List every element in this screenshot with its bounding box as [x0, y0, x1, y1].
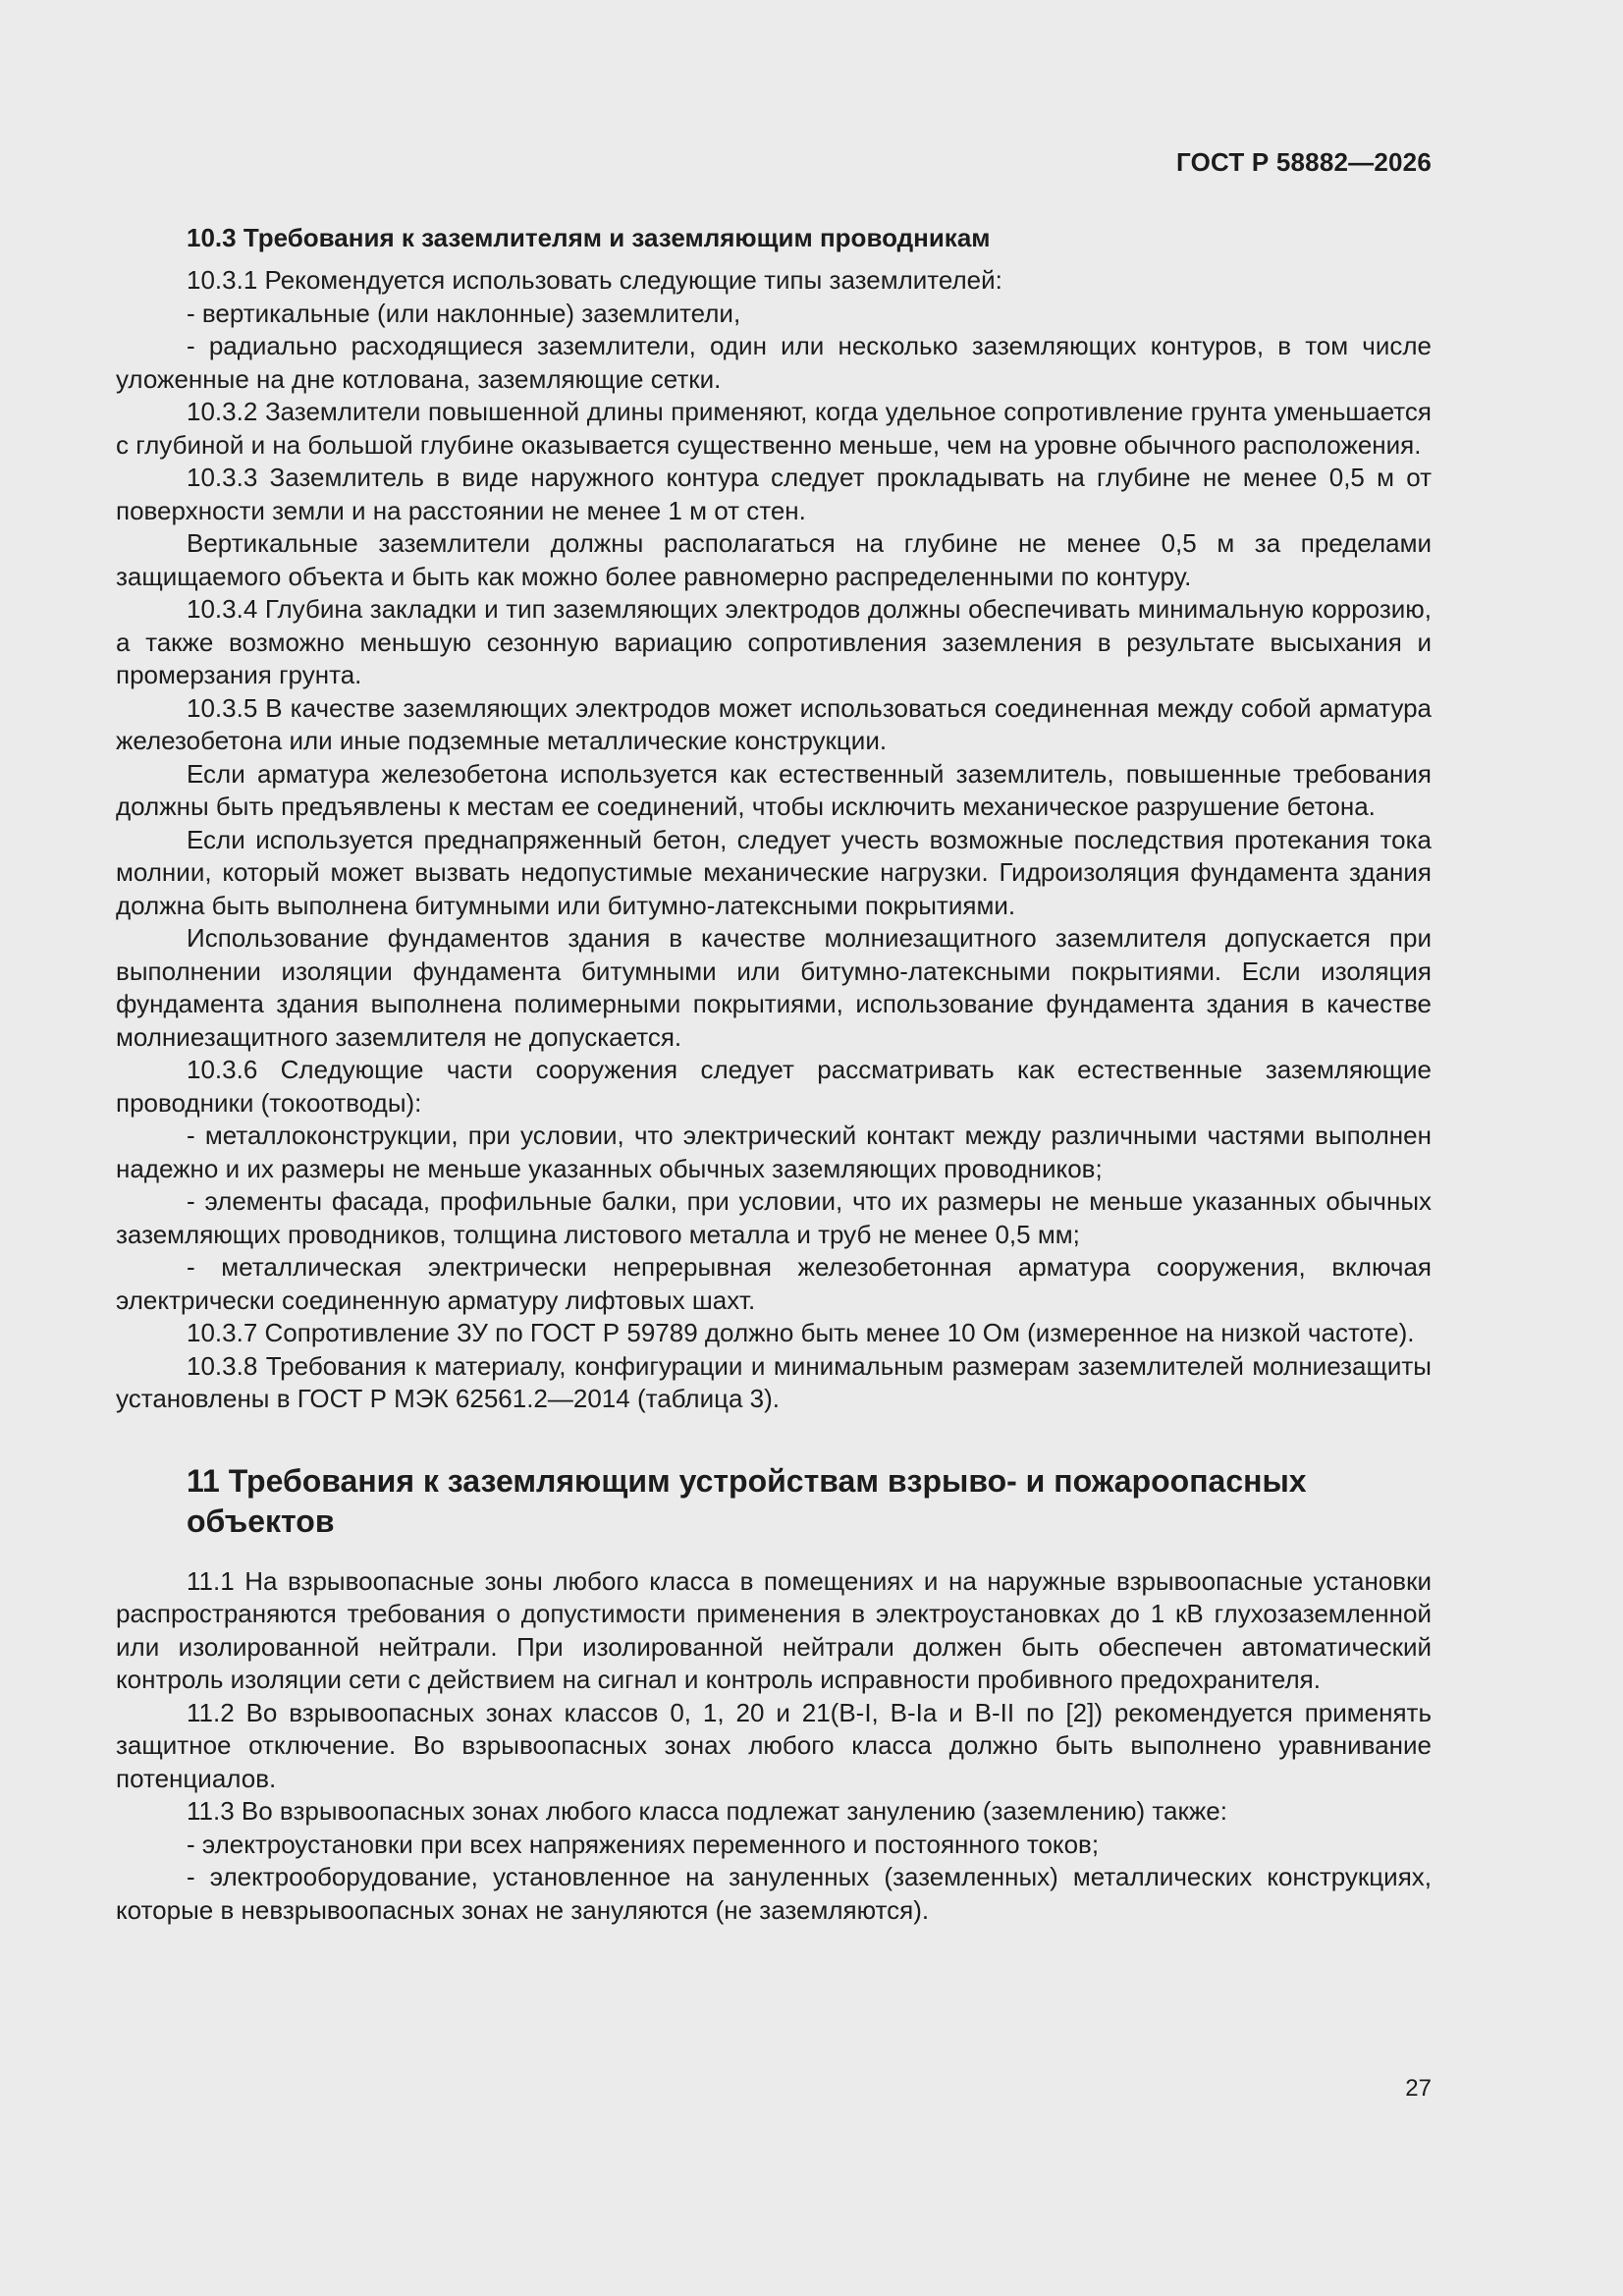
section-heading: 11 Требования к заземляющим устройствам взрыво- и пожароопасных объектов: [187, 1462, 1307, 1539]
list-item: - радиально расходящиеся заземлители, один или несколько заземляющих контуров, в том числе уложенные на дне котлована, заземляющие сетки.: [116, 331, 1432, 394]
list-item: - металлическая электрически непрерывная железобетонная арматура сооружения, включая электрически соединенную арматуру лифтовых шахт.: [116, 1252, 1432, 1315]
paragraph: Если арматура железобетона используется как естественный заземлитель, повышенные требования должны быть предъявлены к местам ее соединений, чтобы исключить механическое разрушение бетона.: [116, 758, 1432, 821]
paragraph: 10.3.4 Глубина закладки и тип заземляющих электродов должны обеспечивать минимальную коррозию, а также возможно меньшую сезонную вариацию сопротивления заземления в результате высыхания и промерзания грунта.: [116, 594, 1432, 689]
paragraph: 10.3.7 Сопротивление ЗУ по ГОСТ Р 59789 должно быть менее 10 Ом (измеренное на низкой частоте).: [187, 1318, 1415, 1347]
page-number: 27: [1405, 2075, 1432, 2102]
list-item: - электроустановки при всех напряжениях переменного и постоянного токов;: [187, 1829, 1100, 1859]
paragraph: 10.3.2 Заземлители повышенной длины применяют, когда удельное сопротивление грунта уменьшается с глубиной и на большой глубине оказывается существенно меньше, чем на уровне обычного расположения.: [116, 397, 1432, 460]
paragraph: 11.3 Во взрывоопасных зонах любого класса подлежат занулению (заземлению) также:: [187, 1796, 1227, 1826]
paragraph: 10.3.8 Требования к материалу, конфигурации и минимальным размерам заземлителей молниезащиты установлены в ГОСТ Р МЭК 62561.2—2014 (таблица 3).: [116, 1350, 1432, 1413]
document-code: ГОСТ Р 58882—2026: [1176, 147, 1432, 177]
paragraph: Если используется преднапряженный бетон, следует учесть возможные последствия протекания тока молнии, который может вызвать недопустимые механические нагрузки. Гидроизоляция фундамента здания должна быть выполнена битумными или битумно-латексными покрытиями.: [116, 824, 1432, 920]
list-item: - металлоконструкции, при условии, что электрический контакт между различными частями выполнен надежно и их размеры не меньше указанных обычных заземляющих проводников;: [116, 1121, 1432, 1183]
paragraph: 11.1 На взрывоопасные зоны любого класса в помещениях и на наружные взрывоопасные установки распространяются требования о допустимости применения в электроустановках до 1 кВ глухозаземленной или изолированной нейтрали. При изолированной нейтрали должен быть обеспечен автоматический контроль изоляции сети с действием на сигнал и контроль исправности пробивного предохранителя.: [116, 1565, 1432, 1694]
paragraph: 10.3.1 Рекомендуется использовать следующие типы заземлителей:: [187, 265, 1002, 295]
list-item: - электрооборудование, установленное на зануленных (заземленных) металлических конструкциях, которые в невзрывоопасных зонах не зануляются (не заземляются).: [116, 1862, 1432, 1925]
paragraph: 10.3.5 В качестве заземляющих электродов может использоваться соединенная между собой арматура железобетона или иные подземные металлические конструкции.: [116, 692, 1432, 755]
paragraph: 11.2 Во взрывоопасных зонах классов 0, 1, 20 и 21(B-I, B-Iа и B-II по [2]) рекомендуется применять защитное отключение. Во взрывоопасных зонах любого класса должно быть выполнено уравнивание потенциалов.: [116, 1697, 1432, 1793]
subsection-heading: 10.3 Требования к заземлителям и заземляющим проводникам: [187, 223, 991, 252]
paragraph: 10.3.6 Следующие части сооружения следует рассматривать как естественные заземляющие проводники (токоотводы):: [116, 1055, 1432, 1118]
paragraph: 10.3.3 Заземлитель в виде наружного контура следует прокладывать на глубине не менее 0,5 м от поверхности земли и на расстоянии не менее 1 м от стен.: [116, 463, 1432, 525]
page-content: [116, 222, 1432, 1927]
list-item: - вертикальные (или наклонные) заземлители,: [187, 298, 741, 328]
paragraph: Использование фундаментов здания в качестве молниезащитного заземлителя допускается при выполнении изоляции фундамента битумными или битумно-латексными покрытиями. Если изоляция фундамента здания выполнена полимерными покрытиями, использование фундамента здания в качестве молниезащитного заземлителя не допускается.: [116, 923, 1432, 1052]
paragraph: Вертикальные заземлители должны располагаться на глубине не менее 0,5 м за пределами защищаемого объекта и быть как можно более равномерно распределенными по контуру.: [116, 528, 1432, 591]
list-item: - элементы фасада, профильные балки, при условии, что их размеры не меньше указанных обычных заземляющих проводников, толщина листового металла и труб не менее 0,5 мм;: [116, 1186, 1432, 1249]
